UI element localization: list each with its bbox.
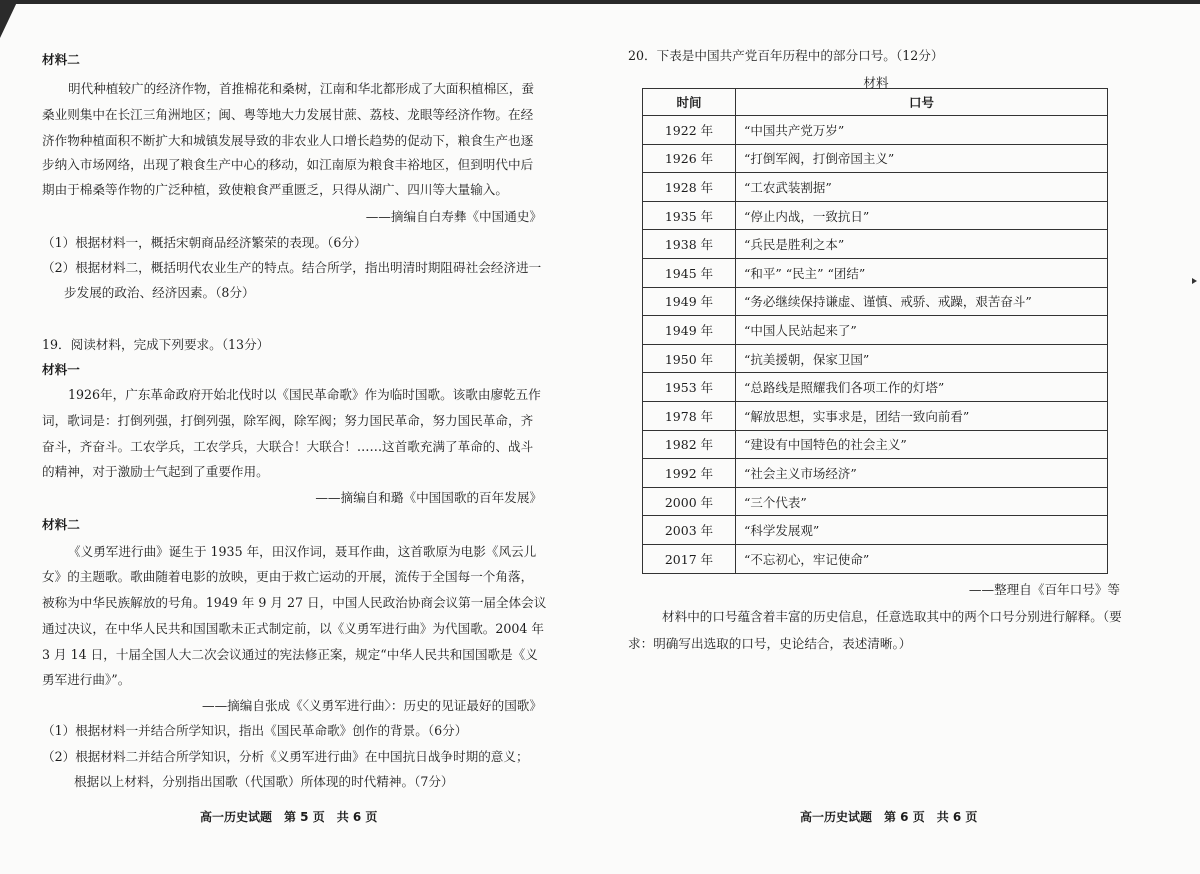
header-slogan: 口号 xyxy=(736,89,1108,116)
row-year: 1982 年 xyxy=(643,430,736,459)
row-slogan: “三个代表” xyxy=(736,487,1108,516)
table-row xyxy=(643,401,1108,430)
material2-line: 期由于棉桑等作物的广泛种植，致使粮食严重匮乏，只得从湖广、四川等大量输入。 xyxy=(42,182,508,197)
q19-material1-line: 1926年，广东革命政府开始北伐时以《国民革命歌》作为临时国歌。该歌由廖乾五作 xyxy=(68,387,541,402)
row-year: 1950 年 xyxy=(643,344,736,373)
row-slogan: “中国人民站起来了” xyxy=(736,316,1108,345)
row-year: 1928 年 xyxy=(643,173,736,202)
table-body xyxy=(643,116,1108,574)
q19-material1-line: 奋斗，齐奋斗。工农学兵，工农学兵，大联合！大联合！……这首歌充满了革命的、战斗 xyxy=(42,439,534,454)
table-row xyxy=(643,144,1108,173)
row-year: 1949 年 xyxy=(643,316,736,345)
material2-line: 步纳入市场网络，出现了粮食生产中心的移动，如江南原为粮食丰裕地区，但到明代中后 xyxy=(42,157,534,172)
question-18-1: （1）根据材料一，概括宋朝商品经济繁荣的表现。（6分） xyxy=(42,235,367,250)
table-row xyxy=(643,173,1108,202)
table-caption: 材料 xyxy=(863,75,889,90)
row-year: 1992 年 xyxy=(643,459,736,488)
table-row xyxy=(643,116,1108,145)
table-row xyxy=(643,459,1108,488)
row-slogan: “社会主义市场经济” xyxy=(736,459,1108,488)
material2-line: 桑业则集中在长江三角洲地区；闽、粤等地大力发展甘蔗、荔枝、龙眼等经济作物。在经 xyxy=(42,107,534,122)
row-year: 1935 年 xyxy=(643,201,736,230)
scan-margin-mark xyxy=(1192,278,1197,284)
row-slogan: “中国共产党万岁” xyxy=(736,116,1108,145)
material2-source: ——摘编自白寿彝《中国通史》 xyxy=(365,209,542,224)
q20-requirement: 材料中的口号蕴含着丰富的历史信息，任意选取其中的两个口号分别进行解释。（要 xyxy=(662,609,1122,624)
row-year: 1978 年 xyxy=(643,401,736,430)
question-18-2-cont: 步发展的政治、经济因素。（8分） xyxy=(64,285,255,300)
row-slogan: “不忘初心，牢记使命” xyxy=(736,544,1108,573)
q19-material1-line: 词，歌词是：打倒列强，打倒列强，除军阀，除军阀；努力国民革命，努力国民革命，齐 xyxy=(42,413,534,428)
question-20-title: 20．下表是中国共产党百年历程中的部分口号。（12分） xyxy=(628,48,944,63)
q19-material1-line: 的精神，对于激励士气起到了重要作用。 xyxy=(42,464,269,479)
row-year: 1945 年 xyxy=(643,258,736,287)
scan-top-edge xyxy=(0,0,1200,4)
material2-line: 济作物种植面积不断扩大和城镇发展导致的非农业人口增长趋势的促动下，粮食生产也逐 xyxy=(42,133,534,148)
row-year: 1949 年 xyxy=(643,287,736,316)
row-slogan: “兵民是胜利之本” xyxy=(736,230,1108,259)
q19-material2-line: 女》的主题歌。歌曲随着电影的放映，更由于救亡运动的开展，流传于全国每一个角落， xyxy=(42,569,534,584)
row-slogan: “和平” “民主” “团结” xyxy=(736,258,1108,287)
table-row xyxy=(643,430,1108,459)
table-row xyxy=(643,487,1108,516)
table-row xyxy=(643,230,1108,259)
q19-material2-line: 被称为中华民族解放的号角。1949 年 9 月 27 日，中国人民政治协商会议第一届全体会议 xyxy=(42,595,547,610)
row-year: 1922 年 xyxy=(643,116,736,145)
row-year: 1926 年 xyxy=(643,144,736,173)
question-19-title: 19．阅读材料，完成下列要求。（13分） xyxy=(42,337,270,352)
table-row xyxy=(643,344,1108,373)
q19-material1-heading: 材料一 xyxy=(42,362,80,377)
scan-corner-mark xyxy=(0,0,18,38)
question-18-2: （2）根据材料二，概括明代农业生产的特点。结合所学，指出明清时期阻碍社会经济进一 xyxy=(42,260,542,275)
row-slogan: “务必继续保持谦虚、谨慎、戒骄、戒躁，艰苦奋斗” xyxy=(736,287,1108,316)
q20-requirement-cont: 求：明确写出选取的口号，史论结合，表述清晰。） xyxy=(628,636,912,651)
row-year: 2017 年 xyxy=(643,544,736,573)
q19-material2-line: 《义勇军进行曲》诞生于 1935 年，田汉作词，聂耳作曲，这首歌原为电影《风云儿 xyxy=(68,544,537,559)
table-source: ——整理自《百年口号》等 xyxy=(968,582,1120,597)
question-19-2: （2）根据材料二并结合所学知识，分析《义勇军进行曲》在中国抗日战争时期的意义； xyxy=(42,749,529,764)
row-year: 1938 年 xyxy=(643,230,736,259)
table-row xyxy=(643,516,1108,545)
table-row xyxy=(643,544,1108,573)
row-slogan: “工农武装割据” xyxy=(736,173,1108,202)
row-slogan: “停止内战，一致抗日” xyxy=(736,201,1108,230)
row-year: 1953 年 xyxy=(643,373,736,402)
row-slogan: “建设有中国特色的社会主义” xyxy=(736,430,1108,459)
row-slogan: “总路线是照耀我们各项工作的灯塔” xyxy=(736,373,1108,402)
table-row xyxy=(643,201,1108,230)
row-year: 2000 年 xyxy=(643,487,736,516)
page-footer: 高一历史试题 第 6 页 共 6 页 xyxy=(800,810,978,824)
row-slogan: “打倒军阀，打倒帝国主义” xyxy=(736,144,1108,173)
material2-line: 明代种植较广的经济作物，首推棉花和桑树，江南和华北都形成了大面积植棉区，蚕 xyxy=(68,81,534,96)
material2-heading: 材料二 xyxy=(42,52,80,67)
q19-material2-line: 3 月 14 日，十届全国人大二次会议通过的宪法修正案，规定“中华人民共和国国歌是《义 xyxy=(42,647,538,662)
table-header-row xyxy=(643,89,1108,116)
q19-material2-heading: 材料二 xyxy=(42,517,80,532)
row-slogan: “解放思想，实事求是，团结一致向前看” xyxy=(736,401,1108,430)
table-row xyxy=(643,258,1108,287)
page-footer: 高一历史试题 第 5 页 共 6 页 xyxy=(200,810,378,824)
row-slogan: “抗美援朝，保家卫国” xyxy=(736,344,1108,373)
question-19-2-cont: 根据以上材料，分别指出国歌（代国歌）所体现的时代精神。（7分） xyxy=(74,774,454,789)
row-year: 2003 年 xyxy=(643,516,736,545)
row-slogan: “科学发展观” xyxy=(736,516,1108,545)
header-year: 时间 xyxy=(643,89,736,116)
question-19-1: （1）根据材料一并结合所学知识，指出《国民革命歌》创作的背景。（6分） xyxy=(42,723,468,738)
q19-material2-line: 通过决议，在中华人民共和国国歌未正式制定前，以《义勇军进行曲》为代国歌。2004 年 xyxy=(42,621,545,636)
q19-material2-source: ——摘编自张成《〈义勇军进行曲〉：历史的见证最好的国歌》 xyxy=(201,698,542,713)
q19-material1-source: ——摘编自和璐《中国国歌的百年发展》 xyxy=(315,490,542,505)
table-row xyxy=(643,287,1108,316)
table-row xyxy=(643,373,1108,402)
q19-material2-line: 勇军进行曲》”。 xyxy=(42,672,131,687)
table-row xyxy=(643,316,1108,345)
slogan-table xyxy=(642,88,1108,574)
